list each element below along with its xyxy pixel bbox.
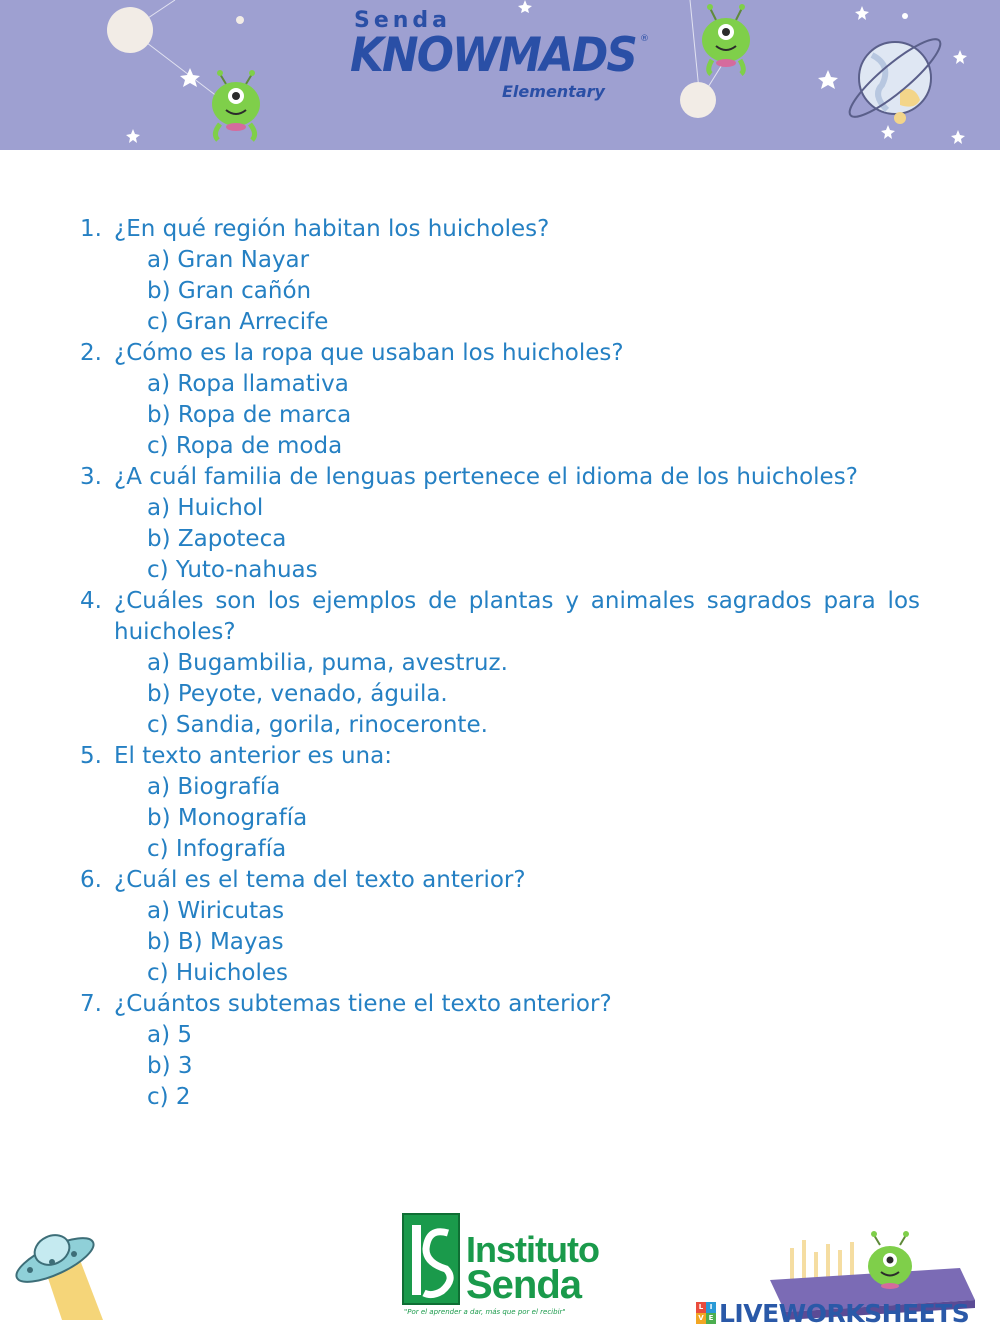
question-text: ¿A cuál familia de lenguas pertenece el idioma de los huicholes? [114, 464, 858, 490]
senda-mark-icon [402, 1213, 460, 1305]
brand-main-text: KNOWMADS [350, 28, 637, 83]
logo-word-instituto: Instituto [466, 1229, 599, 1270]
answer-option[interactable]: b) Gran cañón [147, 278, 312, 304]
answer-option[interactable]: b) Peyote, venado, águila. [147, 681, 448, 707]
question-text: ¿Cuáles son los ejemplos de plantas y animales sagrados para los huicholes? [114, 588, 920, 645]
brand-sub-text: Elementary [502, 82, 605, 101]
answer-option[interactable]: a) Ropa llamativa [147, 371, 349, 397]
answer-option[interactable]: c) Yuto-nahuas [147, 557, 318, 583]
answer-option[interactable]: b) B) Mayas [147, 929, 284, 955]
question-number: 7. [80, 991, 102, 1017]
question-text: ¿En qué región habitan los huicholes? [114, 216, 550, 242]
answer-option[interactable]: c) Sandia, gorila, rinoceronte. [147, 712, 488, 738]
question-number: 6. [80, 867, 102, 893]
brand-logo [350, 4, 660, 104]
logo-word-senda: Senda [466, 1263, 582, 1307]
answer-option[interactable]: c) Infografía [147, 836, 287, 862]
question-item [80, 338, 920, 462]
answer-option[interactable]: a) Gran Nayar [147, 247, 310, 273]
question-number: 5. [80, 743, 102, 769]
liveworksheets-text: LIVEWORKSHEETS [719, 1298, 970, 1328]
liveworksheets-watermark [696, 1298, 969, 1328]
question-item [80, 214, 920, 338]
ufo-icon [11, 1230, 103, 1320]
answer-option[interactable]: a) Huichol [147, 495, 264, 521]
brand-top-text: Senda [354, 8, 452, 33]
answer-option[interactable]: c) Ropa de moda [147, 433, 343, 459]
answer-option[interactable]: a) Bugambilia, puma, avestruz. [147, 650, 508, 676]
question-item [80, 462, 920, 586]
answer-option[interactable]: a) Wiricutas [147, 898, 285, 924]
question-item [80, 586, 920, 741]
answer-option[interactable]: a) Biografía [147, 774, 281, 800]
header-banner [0, 0, 1000, 150]
question-text: ¿Cómo es la ropa que usaban los huicholes? [114, 340, 624, 366]
answer-option[interactable]: c) Gran Arrecife [147, 309, 329, 335]
answer-option[interactable]: b) Ropa de marca [147, 402, 352, 428]
answer-option[interactable]: c) Huicholes [147, 960, 289, 986]
question-item [80, 865, 920, 989]
question-item [80, 741, 920, 865]
question-number: 3. [80, 464, 102, 490]
logo-tagline: "Por el aprender a dar, más que por el recibir" [404, 1308, 566, 1316]
question-item [80, 989, 920, 1113]
answer-option[interactable]: b) 3 [147, 1053, 193, 1079]
answer-option[interactable]: b) Zapoteca [147, 526, 287, 552]
question-list [80, 214, 920, 1113]
question-text: ¿Cuántos subtemas tiene el texto anterior? [114, 991, 612, 1017]
answer-option[interactable]: a) 5 [147, 1022, 193, 1048]
registered-mark-icon: ® [640, 34, 649, 44]
answer-option[interactable]: b) Monografía [147, 805, 308, 831]
answer-option[interactable]: c) 2 [147, 1084, 191, 1110]
question-number: 1. [80, 216, 102, 242]
question-text: ¿Cuál es el tema del texto anterior? [114, 867, 526, 893]
liveworksheets-badge-icon: L I V E [696, 1302, 716, 1324]
instituto-senda-logo [402, 1213, 602, 1318]
question-number: 2. [80, 340, 102, 366]
question-text: El texto anterior es una: [114, 743, 392, 769]
question-number: 4. [80, 588, 102, 614]
